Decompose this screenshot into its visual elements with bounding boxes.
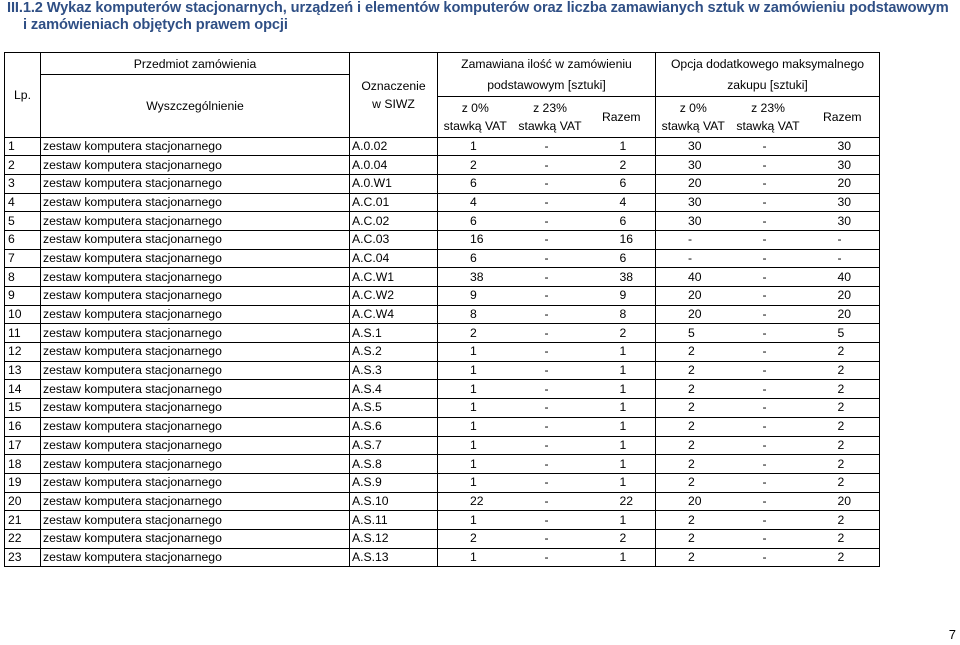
cell-description: zestaw komputera stacjonarnego bbox=[41, 436, 350, 455]
cell-lp: 11 bbox=[5, 324, 41, 343]
header-basic-vat23-line-1: z 23% bbox=[533, 100, 567, 115]
cell-lp: 4 bbox=[5, 193, 41, 212]
header-code-line-2: w SIWZ bbox=[372, 96, 415, 111]
cell-option-vat0: 2 bbox=[656, 380, 731, 399]
cell-basic-total: 1 bbox=[588, 343, 656, 362]
cell-basic-vat0: 1 bbox=[438, 399, 513, 418]
cell-option-vat23: - bbox=[731, 529, 806, 548]
page-number: 7 bbox=[948, 627, 956, 642]
cell-code: A.C.W1 bbox=[350, 268, 438, 287]
cell-option-total: 2 bbox=[806, 361, 880, 380]
cell-basic-vat23: - bbox=[513, 417, 588, 436]
cell-basic-vat0: 1 bbox=[438, 548, 513, 567]
cell-option-total: 20 bbox=[806, 492, 880, 511]
cell-code: A.C.04 bbox=[350, 249, 438, 268]
cell-option-total: 40 bbox=[806, 268, 880, 287]
cell-option-total: 5 bbox=[806, 324, 880, 343]
cell-lp: 2 bbox=[5, 156, 41, 175]
cell-basic-vat23: - bbox=[513, 361, 588, 380]
cell-basic-total: 1 bbox=[588, 511, 656, 530]
cell-option-vat23: - bbox=[731, 305, 806, 324]
cell-basic-vat23: - bbox=[513, 174, 588, 193]
cell-option-total: 2 bbox=[806, 511, 880, 530]
cell-description: zestaw komputera stacjonarnego bbox=[41, 380, 350, 399]
cell-description: zestaw komputera stacjonarnego bbox=[41, 492, 350, 511]
cell-option-vat23: - bbox=[731, 230, 806, 249]
cell-basic-total: 6 bbox=[588, 249, 656, 268]
table-row bbox=[5, 287, 880, 306]
table-row bbox=[5, 212, 880, 231]
header-option-vat0 bbox=[656, 96, 731, 137]
cell-code: A.S.12 bbox=[350, 529, 438, 548]
cell-option-total: 30 bbox=[806, 193, 880, 212]
cell-description: zestaw komputera stacjonarnego bbox=[41, 399, 350, 418]
cell-option-vat0: - bbox=[656, 230, 731, 249]
table-row bbox=[5, 156, 880, 175]
cell-option-vat0: 30 bbox=[656, 137, 731, 156]
cell-description: zestaw komputera stacjonarnego bbox=[41, 287, 350, 306]
cell-option-vat0: 20 bbox=[656, 287, 731, 306]
cell-basic-total: 9 bbox=[588, 287, 656, 306]
cell-lp: 17 bbox=[5, 436, 41, 455]
table-row bbox=[5, 324, 880, 343]
cell-basic-vat23: - bbox=[513, 380, 588, 399]
header-option-vat23 bbox=[731, 96, 806, 137]
heading-line-2: i zamówieniach objętych prawem opcji bbox=[23, 17, 288, 33]
cell-option-vat0: 2 bbox=[656, 399, 731, 418]
cell-basic-vat23: - bbox=[513, 156, 588, 175]
cell-option-vat0: 2 bbox=[656, 548, 731, 567]
cell-basic-total: 2 bbox=[588, 529, 656, 548]
cell-code: A.S.6 bbox=[350, 417, 438, 436]
cell-lp: 8 bbox=[5, 268, 41, 287]
cell-code: A.C.01 bbox=[350, 193, 438, 212]
cell-option-vat23: - bbox=[731, 174, 806, 193]
computers-table bbox=[4, 52, 880, 567]
cell-basic-total: 2 bbox=[588, 324, 656, 343]
cell-lp: 1 bbox=[5, 137, 41, 156]
cell-basic-vat0: 9 bbox=[438, 287, 513, 306]
cell-option-vat0: 30 bbox=[656, 193, 731, 212]
header-basic-total: Razem bbox=[588, 96, 656, 137]
table-row bbox=[5, 305, 880, 324]
cell-option-vat23: - bbox=[731, 492, 806, 511]
cell-code: A.0.W1 bbox=[350, 174, 438, 193]
cell-basic-vat23: - bbox=[513, 492, 588, 511]
header-basic-vat0-line-2: stawką VAT bbox=[443, 118, 507, 133]
cell-basic-total: 22 bbox=[588, 492, 656, 511]
cell-option-total: 30 bbox=[806, 156, 880, 175]
cell-basic-vat23: - bbox=[513, 548, 588, 567]
cell-description: zestaw komputera stacjonarnego bbox=[41, 511, 350, 530]
cell-description: zestaw komputera stacjonarnego bbox=[41, 324, 350, 343]
cell-basic-vat23: - bbox=[513, 343, 588, 362]
table-row bbox=[5, 174, 880, 193]
table-body bbox=[5, 137, 880, 567]
cell-option-total: 2 bbox=[806, 529, 880, 548]
cell-code: A.S.9 bbox=[350, 473, 438, 492]
cell-option-vat23: - bbox=[731, 511, 806, 530]
cell-lp: 5 bbox=[5, 212, 41, 231]
cell-code: A.S.10 bbox=[350, 492, 438, 511]
cell-lp: 18 bbox=[5, 455, 41, 474]
cell-option-vat23: - bbox=[731, 455, 806, 474]
cell-basic-total: 8 bbox=[588, 305, 656, 324]
cell-option-vat23: - bbox=[731, 137, 806, 156]
cell-basic-vat0: 1 bbox=[438, 343, 513, 362]
cell-code: A.S.8 bbox=[350, 455, 438, 474]
cell-code: A.0.04 bbox=[350, 156, 438, 175]
header-basic-vat23-line-2: stawką VAT bbox=[518, 118, 582, 133]
table-row bbox=[5, 343, 880, 362]
header-basic-vat0-line-1: z 0% bbox=[461, 100, 489, 115]
cell-basic-vat0: 1 bbox=[438, 137, 513, 156]
cell-code: A.C.02 bbox=[350, 212, 438, 231]
cell-option-vat23: - bbox=[731, 156, 806, 175]
table-row bbox=[5, 548, 880, 567]
cell-lp: 22 bbox=[5, 529, 41, 548]
cell-option-total: 2 bbox=[806, 343, 880, 362]
cell-lp: 14 bbox=[5, 380, 41, 399]
cell-lp: 15 bbox=[5, 399, 41, 418]
table-row bbox=[5, 529, 880, 548]
cell-option-vat23: - bbox=[731, 324, 806, 343]
table-row bbox=[5, 193, 880, 212]
header-option-vat23-line-2: stawką VAT bbox=[736, 118, 800, 133]
cell-lp: 21 bbox=[5, 511, 41, 530]
cell-option-vat0: 20 bbox=[656, 174, 731, 193]
cell-code: A.S.3 bbox=[350, 361, 438, 380]
table-row bbox=[5, 361, 880, 380]
cell-description: zestaw komputera stacjonarnego bbox=[41, 156, 350, 175]
cell-basic-total: 1 bbox=[588, 399, 656, 418]
cell-code: A.C.W2 bbox=[350, 287, 438, 306]
cell-basic-vat23: - bbox=[513, 511, 588, 530]
table-row bbox=[5, 249, 880, 268]
cell-description: zestaw komputera stacjonarnego bbox=[41, 343, 350, 362]
cell-description: zestaw komputera stacjonarnego bbox=[41, 529, 350, 548]
cell-option-total: 20 bbox=[806, 305, 880, 324]
cell-option-vat0: 20 bbox=[656, 305, 731, 324]
cell-description: zestaw komputera stacjonarnego bbox=[41, 249, 350, 268]
header-option-order-line-2: zakupu [sztuki] bbox=[656, 75, 880, 97]
table-row bbox=[5, 455, 880, 474]
table-row bbox=[5, 492, 880, 511]
header-option-order: Opcja dodatkowego maksymalnego bbox=[656, 53, 880, 75]
header-basic-order-line-2: podstawowym [sztuki] bbox=[438, 75, 656, 97]
table-row bbox=[5, 511, 880, 530]
cell-option-vat23: - bbox=[731, 249, 806, 268]
header-basic-vat23 bbox=[513, 96, 588, 137]
cell-option-total: 20 bbox=[806, 287, 880, 306]
cell-option-vat0: 2 bbox=[656, 417, 731, 436]
cell-basic-vat0: 16 bbox=[438, 230, 513, 249]
cell-basic-total: 2 bbox=[588, 156, 656, 175]
cell-basic-total: 1 bbox=[588, 361, 656, 380]
cell-lp: 13 bbox=[5, 361, 41, 380]
cell-option-vat0: 5 bbox=[656, 324, 731, 343]
cell-option-vat23: - bbox=[731, 436, 806, 455]
cell-option-vat23: - bbox=[731, 417, 806, 436]
cell-option-vat0: - bbox=[656, 249, 731, 268]
table-header bbox=[5, 53, 880, 138]
cell-lp: 12 bbox=[5, 343, 41, 362]
cell-code: A.C.W4 bbox=[350, 305, 438, 324]
cell-description: zestaw komputera stacjonarnego bbox=[41, 455, 350, 474]
table-row bbox=[5, 230, 880, 249]
cell-option-vat23: - bbox=[731, 287, 806, 306]
cell-option-vat23: - bbox=[731, 193, 806, 212]
cell-basic-vat0: 1 bbox=[438, 455, 513, 474]
cell-basic-vat0: 1 bbox=[438, 473, 513, 492]
cell-basic-vat23: - bbox=[513, 193, 588, 212]
cell-code: A.S.1 bbox=[350, 324, 438, 343]
cell-option-total: - bbox=[806, 249, 880, 268]
cell-option-vat0: 2 bbox=[656, 473, 731, 492]
cell-basic-total: 6 bbox=[588, 212, 656, 231]
cell-basic-vat0: 22 bbox=[438, 492, 513, 511]
cell-basic-vat0: 1 bbox=[438, 436, 513, 455]
cell-option-total: - bbox=[806, 230, 880, 249]
cell-lp: 10 bbox=[5, 305, 41, 324]
cell-lp: 6 bbox=[5, 230, 41, 249]
header-option-total: Razem bbox=[806, 96, 880, 137]
table-row bbox=[5, 268, 880, 287]
cell-basic-vat0: 2 bbox=[438, 156, 513, 175]
cell-basic-vat0: 6 bbox=[438, 212, 513, 231]
cell-basic-vat23: - bbox=[513, 455, 588, 474]
cell-option-total: 20 bbox=[806, 174, 880, 193]
cell-code: A.S.2 bbox=[350, 343, 438, 362]
cell-option-vat0: 40 bbox=[656, 268, 731, 287]
cell-basic-total: 16 bbox=[588, 230, 656, 249]
cell-basic-vat0: 8 bbox=[438, 305, 513, 324]
cell-code: A.C.03 bbox=[350, 230, 438, 249]
cell-option-total: 2 bbox=[806, 436, 880, 455]
cell-basic-vat23: - bbox=[513, 436, 588, 455]
cell-basic-total: 1 bbox=[588, 473, 656, 492]
table-row bbox=[5, 380, 880, 399]
cell-code: A.0.02 bbox=[350, 137, 438, 156]
cell-option-total: 2 bbox=[806, 548, 880, 567]
cell-description: zestaw komputera stacjonarnego bbox=[41, 268, 350, 287]
cell-option-vat23: - bbox=[731, 343, 806, 362]
header-subject: Przedmiot zamówienia bbox=[41, 53, 350, 75]
header-basic-order: Zamawiana ilość w zamówieniu bbox=[438, 53, 656, 75]
cell-option-vat0: 2 bbox=[656, 511, 731, 530]
cell-option-total: 2 bbox=[806, 473, 880, 492]
cell-option-vat0: 2 bbox=[656, 529, 731, 548]
header-option-vat23-line-1: z 23% bbox=[751, 100, 785, 115]
document-heading bbox=[7, 0, 957, 34]
cell-basic-vat23: - bbox=[513, 212, 588, 231]
cell-code: A.S.11 bbox=[350, 511, 438, 530]
cell-option-vat0: 2 bbox=[656, 361, 731, 380]
cell-description: zestaw komputera stacjonarnego bbox=[41, 230, 350, 249]
cell-description: zestaw komputera stacjonarnego bbox=[41, 137, 350, 156]
cell-description: zestaw komputera stacjonarnego bbox=[41, 548, 350, 567]
cell-option-total: 30 bbox=[806, 137, 880, 156]
cell-basic-vat0: 2 bbox=[438, 324, 513, 343]
cell-basic-total: 1 bbox=[588, 436, 656, 455]
cell-option-total: 2 bbox=[806, 380, 880, 399]
header-option-vat0-line-1: z 0% bbox=[679, 100, 707, 115]
cell-description: zestaw komputera stacjonarnego bbox=[41, 212, 350, 231]
cell-basic-vat0: 1 bbox=[438, 417, 513, 436]
cell-option-vat23: - bbox=[731, 548, 806, 567]
cell-basic-vat0: 1 bbox=[438, 511, 513, 530]
cell-basic-vat0: 1 bbox=[438, 361, 513, 380]
header-code-line-1: Oznaczenie bbox=[361, 78, 426, 93]
cell-code: A.S.5 bbox=[350, 399, 438, 418]
cell-lp: 23 bbox=[5, 548, 41, 567]
cell-basic-total: 1 bbox=[588, 417, 656, 436]
cell-option-total: 30 bbox=[806, 212, 880, 231]
header-lp: Lp. bbox=[5, 53, 41, 138]
cell-lp: 7 bbox=[5, 249, 41, 268]
cell-basic-vat23: - bbox=[513, 324, 588, 343]
header-basic-vat0 bbox=[438, 96, 513, 137]
cell-description: zestaw komputera stacjonarnego bbox=[41, 417, 350, 436]
header-option-vat0-line-2: stawką VAT bbox=[661, 118, 725, 133]
cell-option-vat0: 20 bbox=[656, 492, 731, 511]
cell-basic-vat23: - bbox=[513, 249, 588, 268]
cell-option-vat23: - bbox=[731, 399, 806, 418]
table-row bbox=[5, 137, 880, 156]
cell-option-vat0: 30 bbox=[656, 212, 731, 231]
cell-basic-vat0: 2 bbox=[438, 529, 513, 548]
cell-basic-vat23: - bbox=[513, 473, 588, 492]
cell-lp: 20 bbox=[5, 492, 41, 511]
cell-basic-vat23: - bbox=[513, 399, 588, 418]
cell-option-vat23: - bbox=[731, 380, 806, 399]
cell-option-total: 2 bbox=[806, 417, 880, 436]
cell-basic-vat0: 4 bbox=[438, 193, 513, 212]
cell-option-total: 2 bbox=[806, 399, 880, 418]
cell-basic-total: 6 bbox=[588, 174, 656, 193]
cell-basic-total: 1 bbox=[588, 455, 656, 474]
header-spec: Wyszczególnienie bbox=[41, 75, 350, 138]
cell-option-vat23: - bbox=[731, 268, 806, 287]
cell-basic-vat23: - bbox=[513, 137, 588, 156]
cell-basic-vat0: 6 bbox=[438, 174, 513, 193]
cell-description: zestaw komputera stacjonarnego bbox=[41, 193, 350, 212]
cell-basic-total: 1 bbox=[588, 380, 656, 399]
cell-description: zestaw komputera stacjonarnego bbox=[41, 174, 350, 193]
heading-line-1: III.1.2 Wykaz komputerów stacjonarnych, urządzeń i elementów komputerów oraz liczba zamawianych sztuk w zamówieniu podstawowym bbox=[7, 0, 949, 16]
table-row bbox=[5, 417, 880, 436]
cell-lp: 9 bbox=[5, 287, 41, 306]
cell-option-vat0: 2 bbox=[656, 455, 731, 474]
cell-option-vat23: - bbox=[731, 361, 806, 380]
cell-basic-total: 4 bbox=[588, 193, 656, 212]
table-row bbox=[5, 436, 880, 455]
cell-basic-vat23: - bbox=[513, 287, 588, 306]
cell-basic-total: 38 bbox=[588, 268, 656, 287]
cell-basic-total: 1 bbox=[588, 548, 656, 567]
cell-option-vat0: 30 bbox=[656, 156, 731, 175]
cell-lp: 16 bbox=[5, 417, 41, 436]
cell-option-total: 2 bbox=[806, 455, 880, 474]
cell-basic-vat0: 1 bbox=[438, 380, 513, 399]
cell-basic-vat23: - bbox=[513, 529, 588, 548]
cell-basic-total: 1 bbox=[588, 137, 656, 156]
cell-description: zestaw komputera stacjonarnego bbox=[41, 305, 350, 324]
cell-code: A.S.13 bbox=[350, 548, 438, 567]
cell-code: A.S.7 bbox=[350, 436, 438, 455]
cell-option-vat0: 2 bbox=[656, 343, 731, 362]
table-row bbox=[5, 399, 880, 418]
cell-basic-vat23: - bbox=[513, 305, 588, 324]
cell-lp: 19 bbox=[5, 473, 41, 492]
cell-option-vat23: - bbox=[731, 473, 806, 492]
cell-basic-vat0: 6 bbox=[438, 249, 513, 268]
cell-option-vat23: - bbox=[731, 212, 806, 231]
cell-code: A.S.4 bbox=[350, 380, 438, 399]
table-row bbox=[5, 473, 880, 492]
header-code bbox=[350, 53, 438, 138]
cell-option-vat0: 2 bbox=[656, 436, 731, 455]
cell-description: zestaw komputera stacjonarnego bbox=[41, 361, 350, 380]
cell-basic-vat23: - bbox=[513, 268, 588, 287]
cell-basic-vat23: - bbox=[513, 230, 588, 249]
cell-lp: 3 bbox=[5, 174, 41, 193]
cell-basic-vat0: 38 bbox=[438, 268, 513, 287]
cell-description: zestaw komputera stacjonarnego bbox=[41, 473, 350, 492]
